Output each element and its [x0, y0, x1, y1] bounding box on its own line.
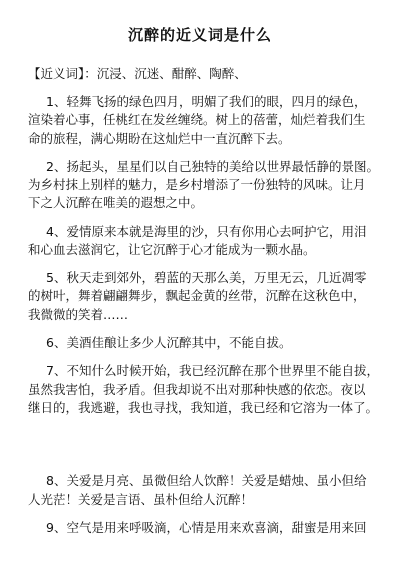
- text-line: 6、美酒佳酿让多少人沉醉其中，不能自拔。: [46, 335, 292, 350]
- text-line: 为乡村抹上别样的魅力，是乡村增添了一份独特的风味。让月: [28, 177, 366, 192]
- text-line: 【近义词】：沉浸、沉迷、酣醉、陶醉、: [28, 66, 247, 81]
- text-line: 9、空气是用来呼吸滴，心情是用来欢喜滴，甜蜜是用来回: [46, 520, 367, 535]
- text-line: 命的旅程，满心期盼在这灿烂中一直沉醉下去。: [28, 131, 291, 146]
- text-line: 7、不知什么时候开始，我已经沉醉在那个世界里不能自拔，: [46, 363, 379, 378]
- text-line: 人光茫！关爱是言语、虽朴但给人沉醉！: [28, 492, 254, 507]
- text-line: 1、轻舞飞扬的绿色四月，明媚了我们的眼，四月的绿色，: [46, 94, 367, 109]
- text-line: 渲染着心事，任桃红在发丝缠绕。树上的蓓蕾，灿烂着我们生: [28, 112, 366, 127]
- text-line: 2、扬起头，星星们以自己独特的美给以世界最恬静的景图。: [46, 159, 379, 174]
- text-line: 4、爱情原来本就是海里的沙，只有你用心去呵护它，用泪: [46, 224, 367, 239]
- text-line: 我微微的笑着……: [28, 307, 129, 322]
- text-line: 和心血去滋润它，让它沉醉于心才能成为一颗水晶。: [28, 242, 316, 257]
- page-title: 沉醉的近义词是什么: [127, 26, 272, 44]
- text-line: 下之人沉醉在唯美的遐想之中。: [28, 195, 204, 210]
- text-line: 虽然我害怕，我矛盾。但我却说不出对那种快感的依恋。夜以: [28, 382, 366, 397]
- text-line: 的树叶，舞着翩翩舞步，飘起金黄的丝带，沉醉在这秋色中，: [28, 288, 366, 303]
- text-line: 5、秋天走到郊外，碧蓝的天那么美，万里无云，几近凋零: [46, 270, 367, 285]
- text-line: 8、关爱是月亮、虽微但给人饮醉！关爱是蜡烛、虽小但给: [46, 473, 367, 488]
- text-line: 继日的，我逃避，我也寻找，我知道，我已经和它溶为一体了。: [28, 400, 379, 415]
